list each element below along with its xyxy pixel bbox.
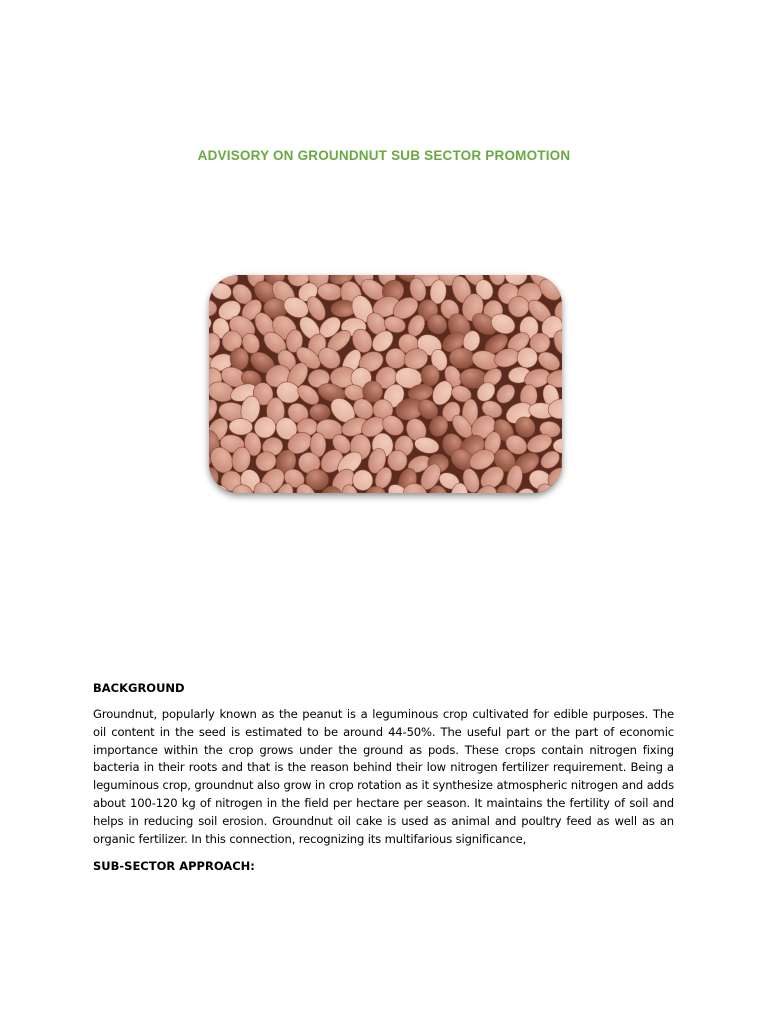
groundnut-kernel xyxy=(209,481,212,493)
groundnut-kernel xyxy=(309,404,330,421)
groundnut-kernel xyxy=(388,450,408,471)
groundnut-photo xyxy=(209,275,562,493)
groundnut-kernel xyxy=(230,348,249,370)
sub-sector-approach-heading: SUB-SECTOR APPROACH: xyxy=(93,859,255,873)
groundnut-kernels-image xyxy=(209,275,562,493)
document-title: ADVISORY ON GROUNDNUT SUB SECTOR PROMOTION xyxy=(197,148,571,163)
background-heading: BACKGROUND xyxy=(93,681,185,695)
groundnut-kernel xyxy=(559,482,562,493)
background-paragraph: Groundnut, popularly known as the peanut is a leguminous crop cultivated for edible purposes. The oil content in the seed is estimated to be around 44-50%. The useful part or the part of economic importance within the crop grows under the ground as pods. These crops contain nitrogen fixing bacteria in their roots and that is the reason behind their low nitrogen fertilizer requirement. Being a leguminous crop, groundnut also grow in crop rotation as it synthesize atmospheric nitrogen and adds about 100-120 kg of nitrogen in the field per hectare per season. It maintains the fertility of soil and helps in reducing soil erosion. Groundnut oil cake is used as animal and poultry feed as well as an organic fertilizer. In this connection, recognizing its multifarious significance, xyxy=(93,707,674,846)
